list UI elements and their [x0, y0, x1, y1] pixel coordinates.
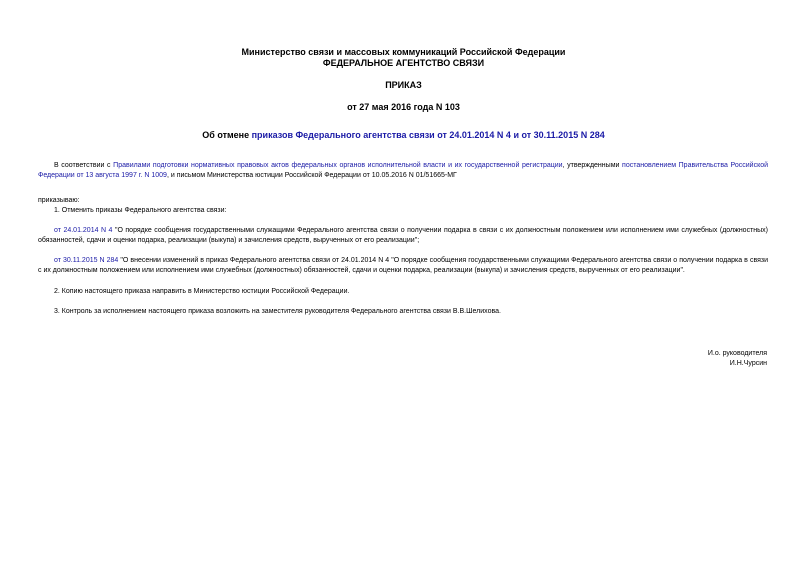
document-type: ПРИКАЗ [385, 80, 422, 90]
signature-position: И.о. руководителя [707, 350, 767, 357]
subitem-2-text: "О внесении изменений в приказ Федерального агентства связи от 24.01.2014 N 4 "О порядке сообщения государственными служащими Федерального агентства связи о получении подарка в связи с их должностным положением или исполнением ими служебных (должностных) обязанностей, сдачи и оценки подарка, реализации (выкупа) и зачисления средств, вырученных от его реализации". [38, 257, 768, 274]
document-date-number: от 27 мая 2016 года N 103 [347, 102, 460, 112]
agency-name: ФЕДЕРАЛЬНОЕ АГЕНТСТВО СВЯЗИ [322, 58, 485, 68]
intro-text-1: В соответствии с [54, 162, 114, 169]
ministry-name: Министерство связи и массовых коммуникаций Российской Федерации [241, 47, 566, 57]
intro-text-3: , и письмом Министерства юстиции Российской Федерации от 10.05.2016 N 01/51665-МГ [166, 172, 457, 179]
order-word: приказываю: [38, 197, 80, 204]
intro-paragraph [38, 161, 768, 181]
subitem-1 [38, 226, 768, 246]
signature-name: И.Н.Чурсин [729, 360, 767, 367]
rules-link[interactable]: Правилами подготовки нормативных правовых актов федеральных органов исполнительной власти и их государственной регистрации [113, 162, 563, 169]
item-1: 1. Отменить приказы Федерального агентства связи: [54, 207, 227, 214]
subitem-1-text: "О порядке сообщения государственными служащими Федерального агентства связи о получении подарка в связи с их должностным положением или исполнением ими служебных (должностных) обязанностей, сдачи и оценки подарка, реализации (выкупа) и зачисления средств, вырученных от его реализации"; [38, 227, 769, 244]
resolution-link[interactable]: постановлением Правительства Российской Федерации от 13 августа 1997 г. N 1009 [38, 162, 769, 179]
item-2: 2. Копию настоящего приказа направить в Министерство юстиции Российской Федерации. [54, 288, 350, 295]
title-prefix: Об отмене [202, 130, 252, 140]
order-4-link[interactable]: от 24.01.2014 N 4 [54, 227, 113, 234]
order-284-link[interactable]: от 30.11.2015 N 284 [54, 257, 119, 264]
intro-text-2: , утвержденными [562, 162, 623, 169]
document-title [0, 130, 807, 141]
subitem-2 [38, 256, 768, 276]
item-3: 3. Контроль за исполнением настоящего приказа возложить на заместителя руководителя Федерального агентства связи В.В.Шелихова. [54, 308, 501, 315]
title-link[interactable]: приказов Федерального агентства связи от 24.01.2014 N 4 и от 30.11.2015 N 284 [251, 130, 605, 140]
